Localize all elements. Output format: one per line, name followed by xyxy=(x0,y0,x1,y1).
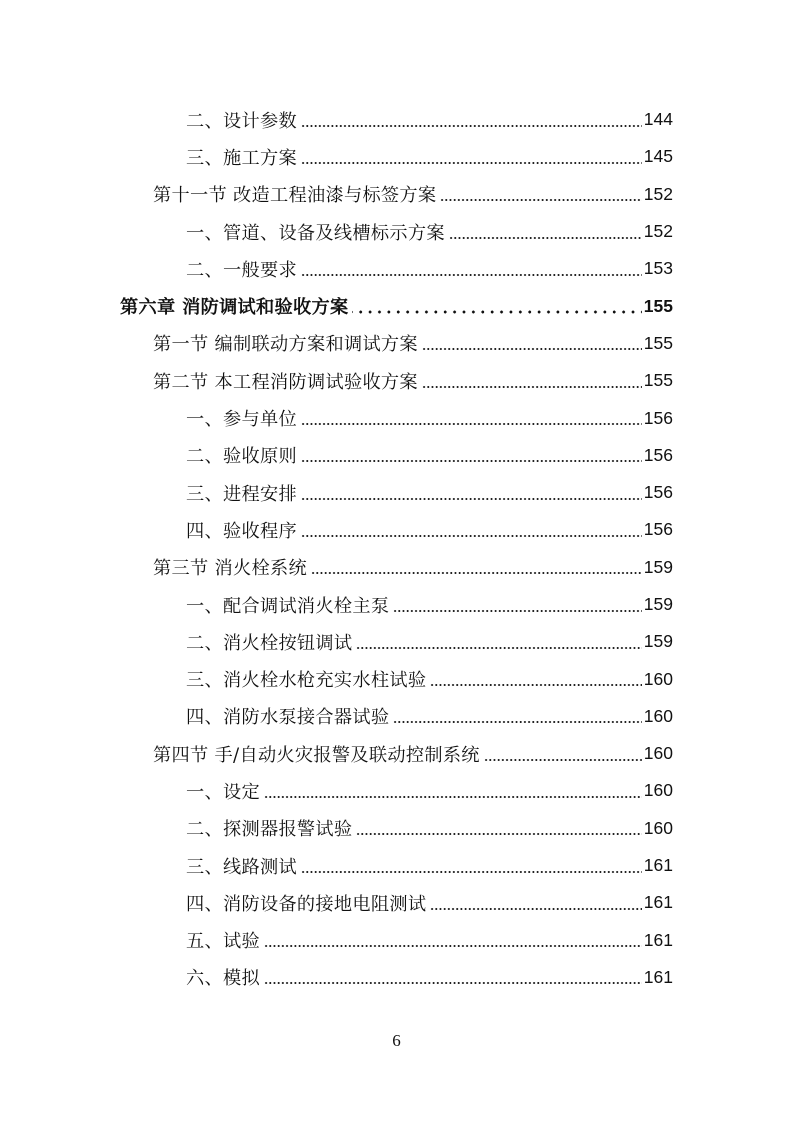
toc-entry[interactable] xyxy=(0,213,793,250)
toc-entry[interactable] xyxy=(0,847,793,884)
dot-leader xyxy=(264,782,642,800)
toc-entry-page: 159 xyxy=(643,631,673,652)
toc-entry[interactable] xyxy=(0,511,793,548)
toc-entry[interactable] xyxy=(0,138,793,175)
toc-entry[interactable] xyxy=(0,437,793,474)
dot-leader xyxy=(422,372,642,390)
toc-entry-page: 159 xyxy=(643,556,673,577)
toc-entry-page: 156 xyxy=(643,444,673,465)
dot-leader xyxy=(440,185,641,203)
toc-entry[interactable] xyxy=(0,623,793,660)
dot-leader xyxy=(430,894,641,912)
toc-entry-page: 161 xyxy=(643,892,673,913)
dot-leader xyxy=(301,446,642,464)
toc-entry-title: 二、验收原则 xyxy=(186,446,297,468)
toc-entry-title: 一、配合调试消火栓主泵 xyxy=(186,595,390,617)
toc-entry-page: 160 xyxy=(643,705,673,726)
toc-entry-title: 二、设计参数 xyxy=(186,110,297,132)
toc-entry-page: 160 xyxy=(643,743,673,764)
dot-leader xyxy=(311,558,642,576)
toc-entry-page: 156 xyxy=(643,519,673,540)
toc-entry-title: 二、探测器报警试验 xyxy=(186,819,353,841)
toc-entry-page: 160 xyxy=(643,780,673,801)
toc-entry[interactable] xyxy=(0,884,793,921)
toc-entry-page: 152 xyxy=(643,183,673,204)
page-number: 6 xyxy=(392,1031,401,1050)
toc-entry[interactable] xyxy=(0,250,793,287)
toc-entry[interactable] xyxy=(0,698,793,735)
toc-entry-title: 五、试验 xyxy=(186,931,260,953)
toc-entry-title: 二、消火栓按钮调试 xyxy=(186,632,353,654)
table-of-contents xyxy=(0,101,793,996)
dot-leader xyxy=(301,148,642,166)
toc-entry[interactable] xyxy=(0,772,793,809)
toc-entry[interactable] xyxy=(0,325,793,362)
toc-entry[interactable] xyxy=(0,735,793,772)
dot-leader xyxy=(352,297,641,315)
toc-entry-title: 六、模拟 xyxy=(186,968,260,990)
toc-entry[interactable] xyxy=(0,399,793,436)
toc-entry-page: 155 xyxy=(643,370,673,391)
toc-entry-title: 三、消火栓水枪充实水柱试验 xyxy=(186,670,427,692)
toc-entry-title: 三、线路测试 xyxy=(186,856,297,878)
toc-entry[interactable] xyxy=(0,474,793,511)
toc-entry-title: 一、设定 xyxy=(186,781,260,803)
toc-entry-page: 161 xyxy=(643,929,673,950)
toc-entry-page: 155 xyxy=(643,332,673,353)
dot-leader xyxy=(264,931,642,949)
toc-entry-page: 159 xyxy=(643,594,673,614)
toc-entry-page: 160 xyxy=(643,668,673,689)
dot-leader xyxy=(301,484,642,502)
toc-entry-title: 第三节 消火栓系统 xyxy=(153,558,307,580)
toc-entry[interactable] xyxy=(0,101,793,138)
toc-entry-title: 第十一节 改造工程油漆与标签方案 xyxy=(153,185,437,207)
toc-entry[interactable] xyxy=(0,810,793,847)
toc-entry-title: 一、参与单位 xyxy=(186,409,297,431)
toc-entry-title: 一、管道、设备及线槽标示方案 xyxy=(186,222,445,244)
toc-entry-title: 三、施工方案 xyxy=(186,147,297,169)
toc-entry-page: 153 xyxy=(643,258,673,279)
toc-entry-page: 156 xyxy=(643,482,673,503)
toc-entry-page: 160 xyxy=(643,817,673,838)
dot-leader xyxy=(484,745,642,763)
dot-leader xyxy=(393,596,641,614)
toc-entry[interactable] xyxy=(0,586,793,623)
toc-entry-title: 第四节 手/自动火灾报警及联动控制系统 xyxy=(153,744,480,766)
dot-leader xyxy=(393,707,641,725)
dot-leader xyxy=(301,521,642,539)
toc-entry[interactable] xyxy=(0,287,793,324)
dot-leader xyxy=(301,409,642,427)
toc-entry-page: 161 xyxy=(643,855,673,876)
toc-entry-title: 四、验收程序 xyxy=(186,520,297,542)
toc-entry[interactable] xyxy=(0,660,793,697)
dot-leader xyxy=(301,260,642,278)
toc-entry[interactable] xyxy=(0,922,793,959)
toc-entry-title: 第六章 消防调试和验收方案 xyxy=(120,297,349,319)
toc-entry-page: 144 xyxy=(643,109,673,130)
dot-leader xyxy=(356,633,641,651)
dot-leader xyxy=(356,819,641,837)
dot-leader xyxy=(449,223,642,241)
toc-entry-title: 二、一般要求 xyxy=(186,259,297,281)
dot-leader xyxy=(430,670,641,688)
toc-entry-title: 四、消防水泵接合器试验 xyxy=(186,707,390,729)
toc-entry-title: 三、进程安排 xyxy=(186,483,297,505)
toc-entry-title: 第二节 本工程消防调试验收方案 xyxy=(153,371,418,393)
toc-entry-page: 145 xyxy=(643,146,673,167)
toc-entry[interactable] xyxy=(0,959,793,996)
toc-entry[interactable] xyxy=(0,549,793,586)
dot-leader xyxy=(264,968,642,986)
toc-entry-page: 155 xyxy=(643,295,673,316)
toc-entry-page: 156 xyxy=(643,407,673,428)
toc-entry-title: 第一节 编制联动方案和调试方案 xyxy=(153,334,418,356)
toc-entry-page: 161 xyxy=(643,966,673,987)
dot-leader xyxy=(301,111,642,129)
toc-entry-page: 152 xyxy=(643,221,673,242)
dot-leader xyxy=(422,334,642,352)
toc-entry[interactable] xyxy=(0,362,793,399)
toc-entry[interactable] xyxy=(0,176,793,213)
toc-entry-title: 四、消防设备的接地电阻测试 xyxy=(186,893,427,915)
dot-leader xyxy=(301,857,642,875)
